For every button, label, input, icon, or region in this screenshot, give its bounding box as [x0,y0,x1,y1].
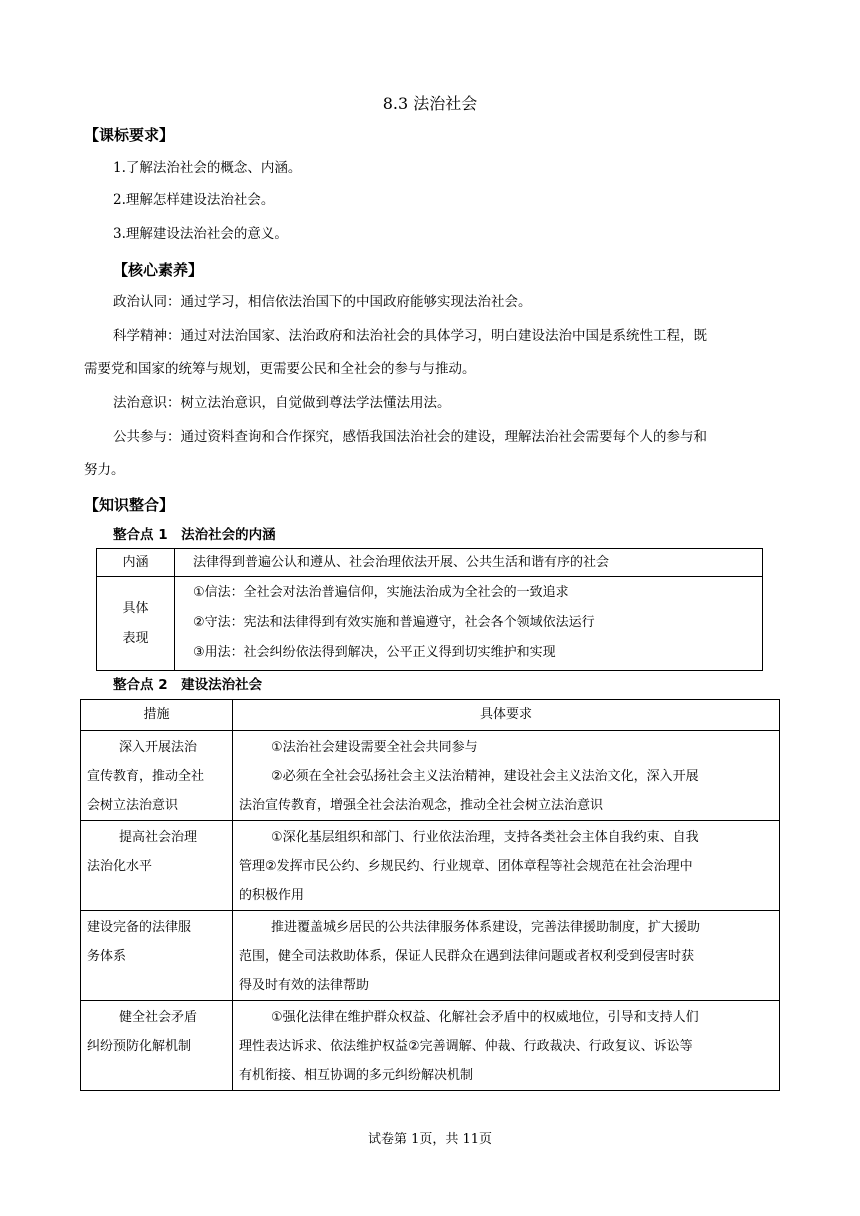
requirement-cell [233,1001,780,1091]
requirement-line: ①法治社会建设需要全社会共同参与 [271,740,478,755]
requirement-cell [233,821,780,911]
requirement-line: 理性表达诉求、依法维护权益②完善调解、仲裁、行政裁决、行政复议、诉讼等 [239,1039,693,1054]
measure-cell [81,911,233,1001]
section-heading-kebiao: 【课标要求】 [84,126,175,144]
expression-line: ③用法：社会纠纷依法得到解决，公平正义得到切实维护和实现 [193,645,556,660]
hexin-paragraph-1: 政治认同：通过学习，相信依法治国下的中国政府能够实现法治社会。 [113,294,532,310]
measure-line: 建设完备的法律服 [87,920,192,935]
measure-line: 务体系 [87,949,127,964]
hexin-paragraph-4-line-1: 公共参与：通过资料查询和合作探究，感悟我国法治社会的建设，理解法治社会需要每个人的参与和 [113,429,707,445]
measure-line: 提高社会治理 [119,830,198,845]
requirement-line: 管理②发挥市民公约、乡规民约、行业规章、团体章程等社会规范在社会治理中 [239,859,693,874]
measure-cell [81,1001,233,1091]
measures-table [80,699,780,1091]
requirement-line: 有机衔接、相互协调的多元纠纷解决机制 [239,1068,474,1083]
table-row [81,731,780,821]
requirement-line: 得及时有效的法律帮助 [239,978,370,993]
requirement-line: 范围，健全司法救助体系，保证人民群众在遇到法律问题或者权利受到侵害时获 [239,949,695,964]
section-heading-hexin: 【核心素养】 [113,261,204,279]
table-cell-label: 内涵 [97,549,175,577]
measure-line: 健全社会矛盾 [119,1010,198,1025]
table-cell-label [97,577,175,671]
measure-line: 宣传教育，推动全社 [87,769,205,784]
label-line: 具体 [122,600,149,616]
table-row [81,911,780,1001]
hexin-paragraph-2-line-2: 需要党和国家的统筹与规划，更需要公民和全社会的参与与推动。 [84,361,476,377]
table-row [97,549,763,577]
integration-point-1: 整合点 1 法治社会的内涵 [113,527,276,543]
requirement-cell [233,731,780,821]
table-row [81,1001,780,1091]
measure-line: 纠纷预防化解机制 [87,1039,192,1054]
requirement-line: 推进覆盖城乡居民的公共法律服务体系建设，完善法律援助制度，扩大援助 [271,920,701,935]
measure-line: 会树立法治意识 [87,798,179,813]
connotation-table [96,548,763,671]
expression-line: ①信法：全社会对法治普遍信仰，实施法治成为全社会的一致追求 [193,585,569,600]
expression-line: ②守法：宪法和法律得到有效实施和普遍遵守，社会各个领域依法运行 [193,615,595,630]
hexin-paragraph-3: 法治意识：树立法治意识，自觉做到尊法学法懂法用法。 [113,395,451,411]
integration-point-2: 整合点 2 建设法治社会 [113,677,263,693]
hexin-paragraph-2-line-1: 科学精神：通过对法治国家、法治政府和法治社会的具体学习，明白建设法治中国是系统性工程，既 [113,328,707,344]
table-row [97,577,763,671]
hexin-paragraph-4-line-2: 努力。 [84,462,125,478]
table-row [81,821,780,911]
label-line: 表现 [122,630,149,646]
requirement-line: ②必须在全社会弘扬社会主义法治精神，建设社会主义法治文化，深入开展 [271,769,699,784]
measure-cell [81,821,233,911]
table-cell-text [175,577,763,671]
requirement-cell [233,911,780,1001]
requirement-line: ①强化法律在维护群众权益、化解社会矛盾中的权威地位，引导和支持人们 [271,1010,699,1025]
requirement-line: 的积极作用 [239,888,305,903]
section-heading-zhishi: 【知识整合】 [84,496,175,514]
requirement-line: 法治宣传教育，增强全社会法治观念，推动全社会树立法治意识 [239,798,604,813]
column-header: 措施 [81,700,233,731]
kebiao-item-1: 1.了解法治社会的概念、内涵。 [113,160,302,176]
page-footer: 试卷第 1页，共 11页 [367,1132,493,1147]
measure-line: 法治化水平 [87,859,153,874]
table-header-row [81,700,780,731]
kebiao-item-3: 3.理解建设法治社会的意义。 [113,226,288,242]
table-cell-text: 法律得到普遍公认和遵从、社会治理依法开展、公共生活和谐有序的社会 [175,549,763,577]
column-header: 具体要求 [233,700,780,731]
requirement-line: ①深化基层组织和部门、行业依法治理，支持各类社会主体自我约束、自我 [271,830,699,845]
measure-line: 深入开展法治 [119,740,198,755]
page-title: 8.3 法治社会 [382,94,478,113]
kebiao-item-2: 2.理解怎样建设法治社会。 [113,192,275,208]
measure-cell [81,731,233,821]
